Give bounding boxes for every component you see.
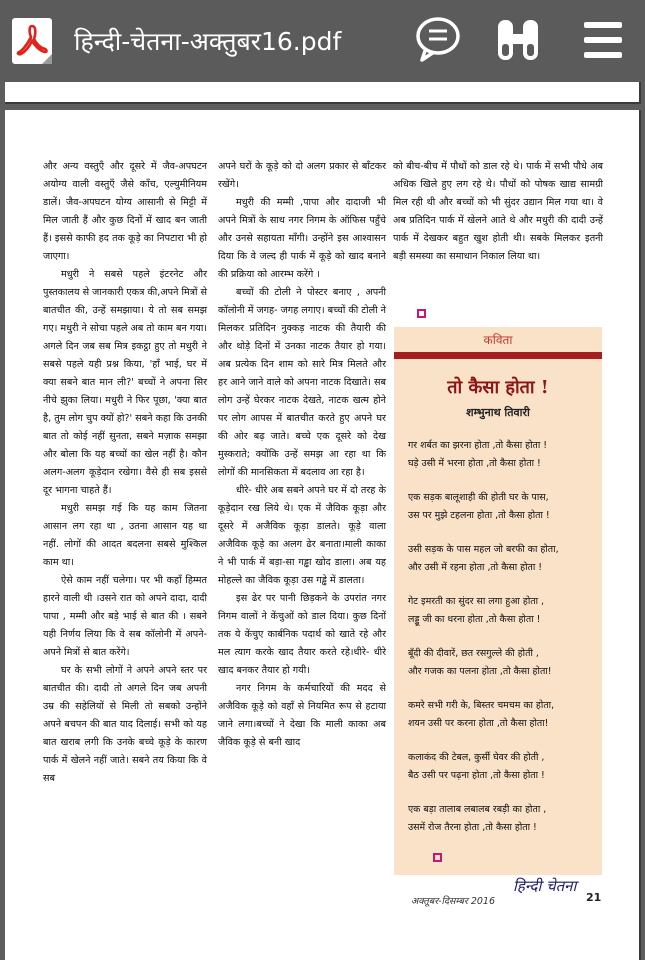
- magazine-logo: हिन्दी चेतना: [513, 877, 577, 895]
- comment-icon[interactable]: [414, 14, 462, 66]
- article-column-3: [393, 158, 603, 266]
- poem-author: शम्भुनाथ तिवारी: [466, 406, 530, 419]
- poem-stanza: [408, 697, 598, 733]
- article-column-2: [218, 158, 386, 752]
- article-column-1: [43, 158, 207, 788]
- poem-stanza: [408, 801, 598, 837]
- poem-line: उस पर मुझे टहलना होता ,तो कैसा होता !: [408, 510, 550, 521]
- pdf-page[interactable]: [5, 110, 641, 960]
- poem-stanza: [408, 489, 598, 525]
- poem-line: और उसी में रहना होता ,तो कैसा होता !: [408, 562, 543, 573]
- poem-line: एक सड़क बालूशाही की होती घर के पास,: [408, 492, 549, 503]
- poem-line: एक बड़ा तालाब लबालब रबड़ी का होता ,: [408, 804, 547, 815]
- poem-line: बूँदी की दीवारें, छत रसगुल्ले की होती ,: [408, 648, 539, 659]
- issue-date: अक्तूबर-दिसम्बर 2016: [411, 896, 496, 907]
- poem-line: उसी सड़क के पास महल जो बरफी का होता,: [408, 544, 559, 555]
- poem-box: [394, 327, 602, 875]
- poem-title: तो कैसा होता !: [447, 377, 549, 398]
- poem-line: शयन उसी पर करना होता ,तो कैसा होता!: [408, 718, 549, 729]
- menu-icon[interactable]: [582, 20, 624, 60]
- poem-label: कविता: [483, 333, 513, 347]
- paragraph: घर के सभी लोगों ने अपने अपने स्तर पर बातचीत की। दादी तो अगले दिन जब अपनी उम्र की सहेलियों से मिली तो सबको उन्होंने अपने बचपन की बात याद दिलाई। सभी को यह बात खराब लगी कि उनके बच्चे कूड़े के कारण पार्क में खेलने नहीं जाते। सबने तय किया कि वे सब: [43, 665, 207, 784]
- paragraph: नगर निगम के कर्मचारियों की मदद से अजैविक कूड़े को वहाँ से नियमित रूप से हटाया जाने लगा।बच्चों ने देखा कि माली काका अब जैविक कूड़े से बनी खाद: [218, 683, 386, 748]
- binoculars-icon[interactable]: [494, 16, 542, 64]
- poem-divider: [394, 352, 602, 359]
- paragraph: और अन्य वस्तुएँ और दूसरे में जैव-अपघटन अयोग्य वाली वस्तुएँ जैसे काँच, एल्युमीनियम डालें। जैव-अपघटन योग्य आसानी से मिट्टी में मिल जाती हैं और कुछ दिनों में खाद बन जाती हैं। इससे काफी हद तक कूड़े का निपटारा भी हो जाएगा।: [43, 161, 207, 262]
- poem-stanza: [408, 645, 598, 681]
- page-number: 21: [586, 891, 602, 904]
- bullet-square-icon: [417, 309, 426, 318]
- poem-stanza: [408, 593, 598, 629]
- poem-line: घड़े उसी में भरना होता ,तो कैसा होता !: [408, 458, 541, 469]
- paragraph: अपने घरों के कूड़े को दो अलग प्रकार से बाँटकर रखेंगे।: [218, 161, 386, 190]
- paragraph: मधुरी की मम्मी ,पापा और दादाजी भी अपने मित्रों के साथ नगर निगम के ऑफिस पहुँचे और उनसे सहायता माँगी। उन्होंने इस आश्वासन दिया कि वे जल्द ही पार्क में कूड़े को खाद बनाने की प्रक्रिया को आरम्भ करेंगे ।: [218, 197, 386, 280]
- poem-stanza: [408, 749, 598, 785]
- bullet-square-icon: [433, 853, 442, 862]
- poem-line: बैठ उसी पर पढ़ना होता ,तो कैसा होता !: [408, 770, 545, 781]
- poem-stanzas: [408, 437, 598, 853]
- poem-line: गर शर्बत का झरना होता ,तो कैसा होता !: [408, 440, 548, 451]
- pdf-icon[interactable]: [12, 18, 52, 64]
- paragraph: बच्चों की टोली ने पोस्टर बनाए , अपनी कॉलोनी में जगह- जगह लगाए। बच्चों की टोली ने मिलकर प्रतिदिन नुक्कड़ नाटक की तैयारी की और थोड़े दिनों में उनका नाटक तैयार हो गया। अब प्रत्येक दिन शाम को सारे मित्र मिलते और हर आने जाने वाले को अपना नाटक दिखाते। सब लोग उन्हें घेरकर नाटक देखते, नाटक खत्म होने पर लोग आपस में बातचीत करते हुए अपने घर की ओर बढ़ जाते। बच्चे एक दूसरे को देख मुस्कराते; क्योंकि उन्हें समझ आ रहा था कि लोगों की मानसिकता में बदलाव आ रहा है।: [218, 287, 386, 478]
- paragraph: को बीच-बीच में पौधों को डाल रहे थे। पार्क में सभी पौधे अब अधिक खिले हुए लग रहे थे। पौधों को पोषक खाद्य सामग्री मिल रही थी और बच्चों को भी सुंदर उद्यान मिल गया था। वे अब प्रतिदिन पार्क में खेलने आते थे और मधुरी की दादी उन्हें पार्क में देखकर बहुत खुश होती थी। सबके मिलकर इतनी बड़ी समस्या का समाधान निकाल लिया था।: [393, 161, 603, 262]
- paragraph: मधुरी ने सबसे पहले इंटरनेट और पुस्तकालय से जानकारी एकत्र की,अपने मित्रों से बातचीत की, उन्हें समझाया। ये तो सब समझ गए। मधुरी ने सोचा पहले अब तो काम बन गया। अगले दिन जब सब मित्र इकट्ठा हुए तो मधुरी ने सबसे पहले यही प्रश्न किया, 'हाँ भाई, घर में क्या सबने बात मान ली?' बच्चों ने अपना सिर नीचे झुका लिया। मधुरी ने फिर पूछा, 'क्या बात है, तुम लोग चुप क्यों हो?' सबने कहा कि उनकी बात तो कोई नहीं सुनता, सबने मज़ाक समझा और बोला कि यह बच्चों का खेल नहीं है। कौन अलग-अलग कूड़ेदान रखेगा। वैसे ही सब इससे दूर भागना चाहते हैं।: [43, 269, 208, 496]
- poem-line: कलाकंद की टेबल, कुर्सी घेवर की होती ,: [408, 752, 545, 763]
- poem-line: उसमें रोज तैरना होता ,तो कैसा होता !: [408, 822, 537, 833]
- poem-line: और गजक का पलना होता ,तो कैसा होता!: [408, 666, 552, 677]
- poem-line: कमरे सभी गरी के, बिस्तर चमचम का होता,: [408, 700, 555, 711]
- paragraph: इस ढेर पर पानी छिड़कने के उपरांत नगर निगम वालों ने केंचुओं को डाल दिया। कुछ दिनों तक ये केंचुए कार्बनिक पदार्थ को खाते रहे और मल त्याग करके खाद तैयार करते रहे।धीरे- धीरे खाद बनकर तैयार हो गयी।: [218, 593, 386, 676]
- document-title: हिन्दी-चेतना-अक्तुबर16.pdf: [74, 27, 342, 56]
- paragraph: मधुरी समझ गई कि यह काम जितना आसान लग रहा था , उतना आसान यह था नहीं. लोगों की आदत बदलना सबसे मुश्किल काम था।: [43, 503, 207, 568]
- poem-line: गेट इमरती का सुंदर सा लगा हुआ होता ,: [408, 596, 544, 607]
- paragraph: ऐसे काम नहीं चलेगा। पर भी कहाँ हिम्मत हारने वाली थी ।उसने रात को अपने दादा, दादी पापा , मम्मी और बड़े भाई से बात की । सबने यही निर्णय लिया कि वे सब कॉलोनी में अपने-अपने मित्रों से बात करेंगे।: [43, 575, 207, 658]
- previous-page-edge: [5, 82, 641, 104]
- poem-stanza: [408, 541, 598, 577]
- app-toolbar: [0, 0, 645, 82]
- poem-stanza: [408, 437, 598, 473]
- poem-line: लड्डू जी का धरना होता ,तो कैसा होता !: [408, 614, 541, 625]
- paragraph: धीरे- धीरे अब सबने अपने घर में दो तरह के कूड़ेदान रख लिये थे। एक में जैविक कूड़ा और दूसरे में अजैविक कूड़ा डालते। कूड़े वाला अजैविक कूड़े का अलग ढेर बनाता।माली काका ने भी पार्क में बड़ा-सा गड्ढा खोद डाला। अब यह मोहल्ले का जैविक कूड़ा उस गड्ढे में डालता।: [218, 485, 386, 586]
